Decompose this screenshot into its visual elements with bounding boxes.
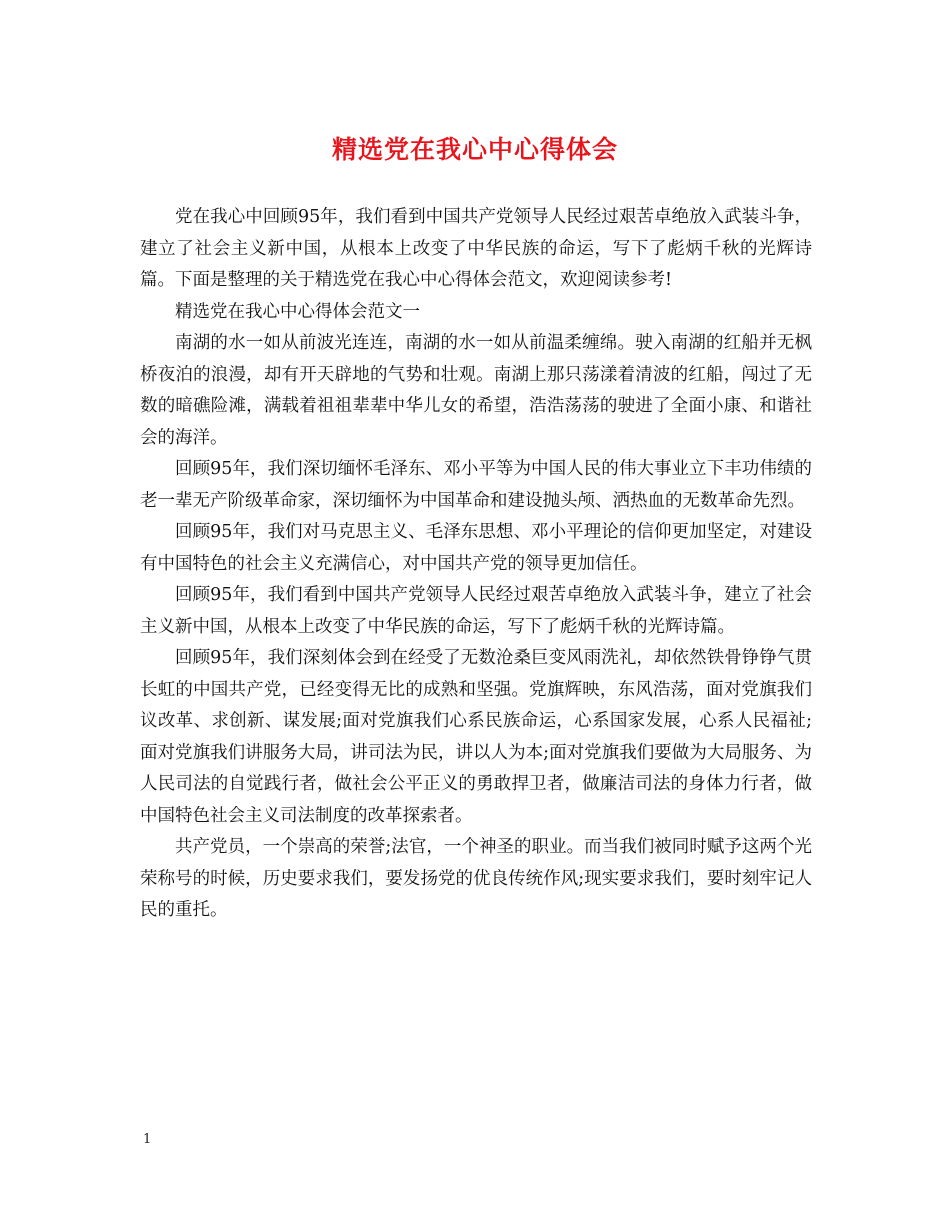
body-paragraph: 回顾95年，我们深刻体会到在经受了无数沧桑巨变风雨洗礼，却依然铁骨铮铮气贯长虹的中国共产党，已经变得无比的成熟和坚强。党旗辉映，东风浩荡，面对党旗我们议改革、求创新、谋发展;面对党旗我们心系民族命运，心系国家发展，心系人民福祉;面对党旗我们讲服务大局，讲司法为民，讲以人为本;面对党旗我们要做为大局服务、为人民司法的自觉践行者，做社会公平正义的勇敢捍卫者，做廉洁司法的身体力行者，做中国特色社会主义司法制度的改革探索者。 [140, 648, 812, 826]
section-heading: 精选党在我心中心得体会范文一 [175, 301, 420, 322]
body-paragraph: 共产党员，一个崇高的荣誉;法官，一个神圣的职业。而当我们被同时赋予这两个光荣称号的时候，历史要求我们，要发扬党的优良传统作风;现实要求我们，要时刻牢记人民的重托。 [140, 837, 812, 920]
page-number: 1 [143, 1132, 152, 1147]
body-paragraph: 南湖的水一如从前波光连连，南湖的水一如从前温柔缠绵。驶入南湖的红船并无枫桥夜泊的浪漫，却有开天辟地的气势和壮观。南湖上那只荡漾着清波的红船，闯过了无数的暗礁险滩，满载着祖祖辈辈中华儿女的希望，浩浩荡荡的驶进了全面小康、和谐社会的海洋。 [140, 333, 812, 448]
document-title: 精选党在我心中心得体会 [331, 135, 618, 164]
document-body [140, 202, 812, 927]
body-paragraph: 回顾95年，我们对马克思主义、毛泽东思想、邓小平理论的信仰更加坚定，对建设有中国特色的社会主义充满信心，对中国共产党的领导更加信任。 [140, 522, 812, 574]
intro-paragraph: 党在我心中回顾95年，我们看到中国共产党领导人民经过艰苦卓绝放入武装斗争，建立了社会主义新中国，从根本上改变了中华民族的命运，写下了彪炳千秋的光辉诗篇。下面是整理的关于精选党在我心中心得体会范文，欢迎阅读参考! [140, 207, 812, 290]
body-paragraph: 回顾95年，我们看到中国共产党领导人民经过艰苦卓绝放入武装斗争，建立了社会主义新中国，从根本上改变了中华民族的命运，写下了彪炳千秋的光辉诗篇。 [140, 585, 812, 637]
body-paragraph: 回顾95年，我们深切缅怀毛泽东、邓小平等为中国人民的伟大事业立下丰功伟绩的老一辈无产阶级革命家，深切缅怀为中国革命和建设抛头颅、洒热血的无数革命先烈。 [140, 459, 812, 511]
